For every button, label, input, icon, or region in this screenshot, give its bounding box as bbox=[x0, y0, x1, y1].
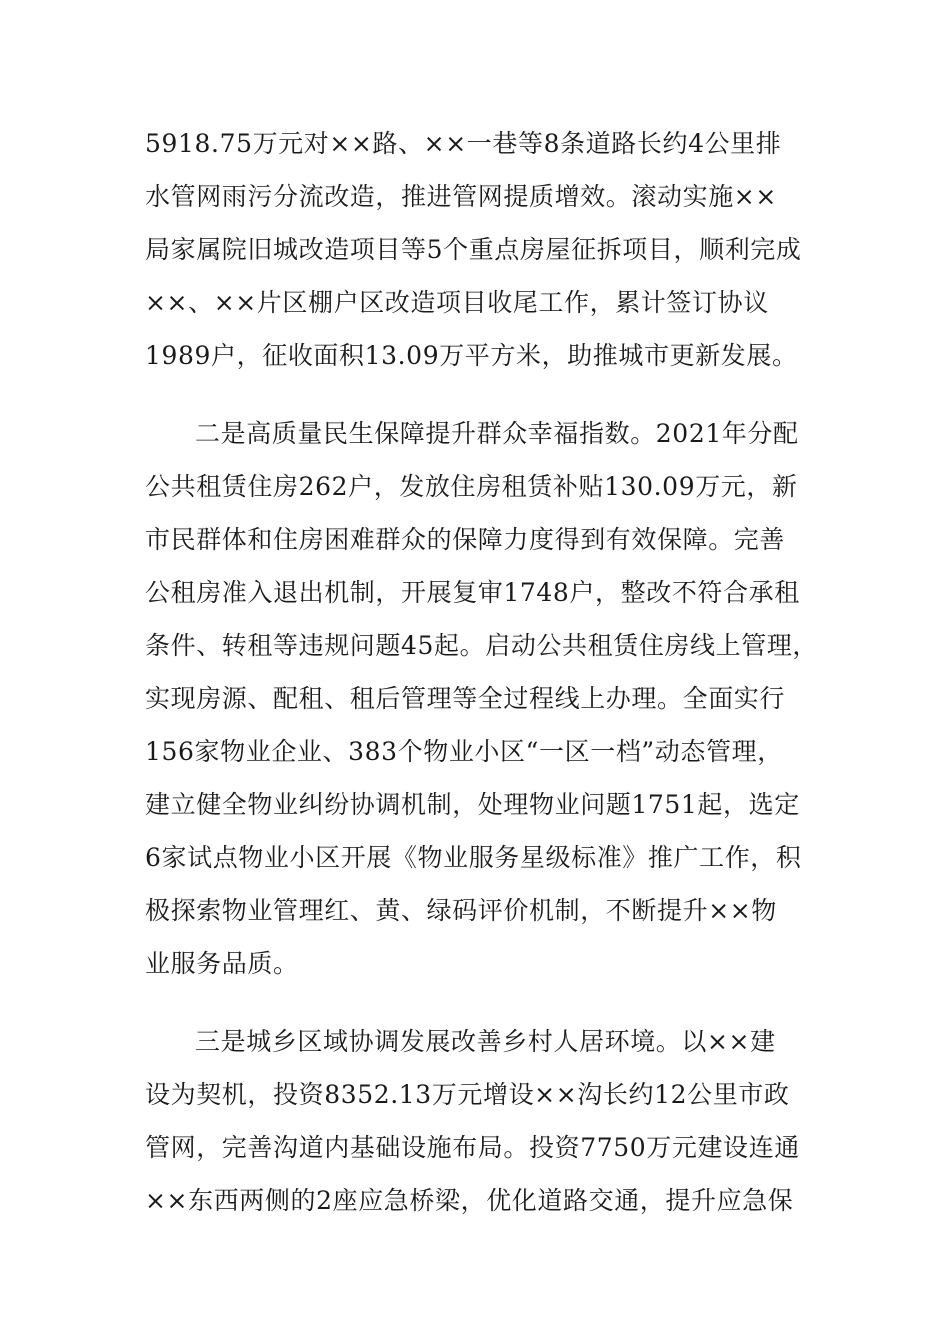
text-line: 市民群体和住房困难群众的保障力度得到有效保障。完善 bbox=[145, 525, 786, 554]
text-line: 极探索物业管理红、黄、绿码评价机制，不断提升××物 bbox=[145, 896, 777, 925]
text-line: 公共租赁住房262户，发放住房租赁补贴130.09万元，新 bbox=[145, 472, 798, 501]
text-line: ××东西两侧的2座应急桥梁，优化道路交通，提升应急保 bbox=[145, 1186, 794, 1215]
text-line: 管网，完善沟道内基础设施布局。投资7750万元建设连通 bbox=[145, 1133, 800, 1162]
text-line: ××、××片区棚户区改造项目收尾工作，累计签订协议 bbox=[145, 288, 769, 317]
text-line: 实现房源、配租、租后管理等全过程线上办理。全面实行 bbox=[145, 684, 786, 713]
text-line: 建立健全物业纠纷协调机制，处理物业问题1751起，选定 bbox=[145, 790, 800, 819]
text-line: 设为契机，投资8352.13万元增设××沟长约12公里市政 bbox=[145, 1080, 790, 1109]
text-line: 水管网雨污分流改造，推进管网提质增效。滚动实施×× bbox=[145, 182, 777, 211]
text-line: 公租房准入退出机制，开展复审1748户，整改不符合承租 bbox=[145, 578, 800, 607]
text-line: 5918.75万元对××路、××一巷等8条道路长约4公里排 bbox=[145, 129, 782, 158]
text-line: 156家物业企业、383个物业小区“一区一档”动态管理， bbox=[145, 737, 783, 766]
text-line: 1989户，征收面积13.09万平方米，助推城市更新发展。 bbox=[145, 341, 798, 370]
text-line: 业服务品质。 bbox=[145, 949, 299, 978]
paragraph-first-line: 二是高质量民生保障提升群众幸福指数。2021年分配 bbox=[195, 419, 799, 448]
text-line: 局家属院旧城改造项目等5个重点房屋征拆项目，顺利完成 bbox=[145, 235, 802, 264]
text-line: 6家试点物业小区开展《物业服务星级标准》推广工作，积 bbox=[145, 843, 802, 872]
paragraph-first-line: 三是城乡区域协调发展改善乡村人居环境。以××建 bbox=[195, 1027, 776, 1056]
text-line: 条件、转租等违规问题45起。启动公共租赁住房线上管理， bbox=[145, 631, 819, 660]
